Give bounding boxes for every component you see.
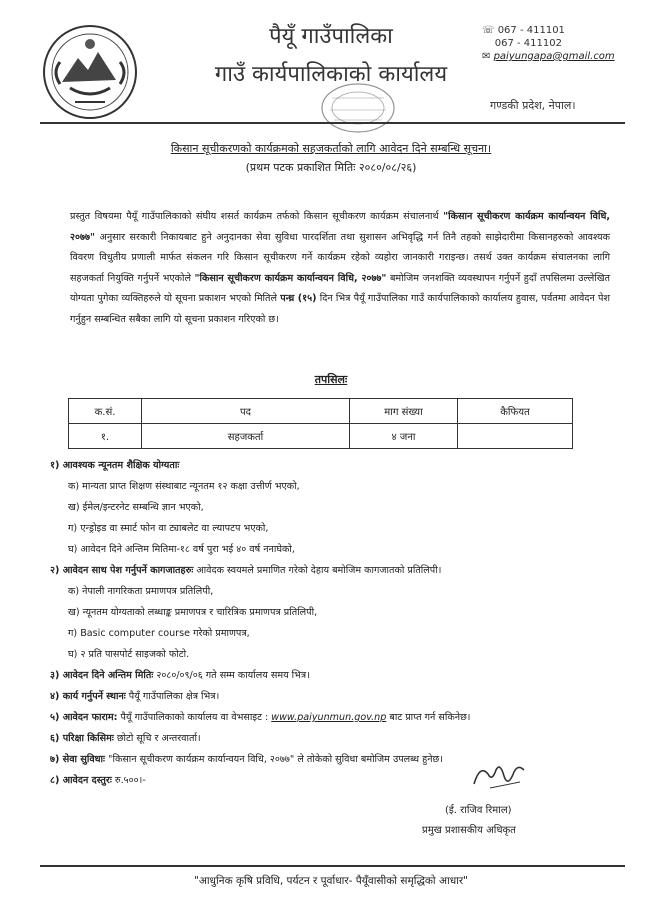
handwritten-signature bbox=[470, 760, 530, 792]
office-address: गण्डकी प्रदेश, नेपाल। bbox=[490, 99, 576, 112]
position-table bbox=[68, 398, 573, 449]
cell-demand: ४ जना bbox=[350, 424, 458, 449]
header-divider bbox=[40, 122, 625, 124]
signer-designation: प्रमुख प्रशासकीय अधिकृत bbox=[422, 825, 516, 836]
signer-name: (ई. राजिव रिमाल) bbox=[445, 805, 512, 816]
office-title-line2: गाउँ कार्यपालिकाको कार्यालय bbox=[214, 62, 448, 87]
office-title-line1: पैयूँ गाउँपालिका bbox=[269, 24, 393, 49]
notice-body: प्रस्तुत विषयमा पैयूँ गाउँपालिकाको संघीय शसर्त कार्यक्रम तर्फको किसान सूचीकरण कार्यक्रम संचालनार्थ "किसान सूचीकरण कार्यक्रम कार्यान्वयन विधि, २०७७" अनुसार सरकारी निकायबाट हुने अनुदानका सेवा सुविधा पारदर्शिता तथा सुशासन अभिवृद्धि गर्न तिनै तहको साझेदारीमा किसानहरुको आवश्यक विवरण विधुतीय प्रणाली मार्फत संकलन गरि किसान सूचीकरण गर्ने कार्यक्रम रहेको व्यहोरा जानकारी गराइन्छ। तसर्थ उक्त कार्यक्रम संचालनका लागि सहजकर्ता नियुक्ति गर्नुपर्ने भएकोले "किसान सूचीकरण कार्यक्रम कार्यान्वयन विधि, २०७७" बमोजिम जनशक्ति व्यवस्थापन गर्नुपर्ने हुदाँ तपसिलमा उल्लेखित योग्यता पुगेका व्यक्तिहरुले यो सूचना प्रकाशन भएको मितिले पन्ध्र (१५) दिन भित्र पैयूँ गाउँपालिका गाउँ कार्यपालिकाको कार्यालय हुवास, पर्वतमा आवेदन पेश गर्नुहुन सम्बन्धित सबैका लागि यो सूचना प्रकाशन गरिएको छ। bbox=[70, 211, 611, 325]
list-item: ८) आवेदन दस्तुरः रु.५००।- bbox=[50, 775, 146, 786]
list-item: ३) आवेदन दिने अन्तिम मितिः २०८०/०९/०६ गते सम्म कार्यालय समय भित्र। bbox=[50, 670, 310, 681]
col-header-post: पद bbox=[142, 399, 350, 424]
list-item: ग) Basic computer course गरेको प्रमाणपत्र, bbox=[68, 628, 250, 639]
contact-block bbox=[482, 24, 615, 63]
list-item: २) आवेदन साथ पेश गर्नुपर्ने कागजातहरुः आवेदक स्वयमले प्रमाणित गरेको देहाय बमोजिम कागजातको प्रतिलिपी। bbox=[50, 565, 442, 576]
notice-title: किसान सूचीकरणको कार्यक्रमको सहजकर्ताको लागि आवेदन दिने सम्बन्धि सूचना। bbox=[170, 142, 492, 155]
email-link[interactable]: paiyungapa@gmail.com bbox=[493, 51, 615, 62]
phone-line-1: ☏ 067 - 411101 bbox=[482, 25, 565, 36]
list-item: ६) परिक्षा किसिमः छोटो सूचि र अन्तरवार्ता। bbox=[50, 733, 201, 744]
details-heading: तपसिलः bbox=[314, 373, 348, 386]
list-item: ४) कार्य गर्नुपर्ने स्थानः पैयूँ गाउँपालिका क्षेत्र भित्र। bbox=[50, 691, 220, 702]
cell-sn: १. bbox=[69, 424, 142, 449]
list-item: क) नेपाली नागरिकता प्रमाणपत्र प्रतिलिपी, bbox=[68, 586, 214, 597]
notice-published-date: (प्रथम पटक प्रकाशित मितिः २०८०/०८/२६) bbox=[245, 161, 417, 174]
list-item: घ) आवेदन दिने अन्तिम मितिमा-१८ वर्ष पुरा भई ४० वर्ष ननाघेको, bbox=[68, 544, 295, 555]
col-header-remarks: कैफियत bbox=[458, 399, 573, 424]
phone-icon: ☏ bbox=[482, 25, 498, 36]
cell-remarks bbox=[458, 424, 573, 449]
footer-divider bbox=[40, 865, 625, 867]
phone-line-2: 067 - 411102 bbox=[494, 38, 562, 49]
table-row bbox=[69, 424, 573, 449]
col-header-demand: माग संख्या bbox=[350, 399, 458, 424]
col-header-sn: क.सं. bbox=[69, 399, 142, 424]
email-line bbox=[482, 50, 615, 63]
list-item: १) आवश्यक न्यूनतम शैक्षिक योग्यताः bbox=[50, 460, 180, 471]
footer-slogan: "आधुनिक कृषि प्रविधि, पर्यटन र पूर्वाधार- पैयूँवासीको समृद्धिको आधार" bbox=[194, 875, 468, 887]
list-item: ख) न्यूनतम योग्यताको लब्धाङ्क प्रमाणपत्र र चारित्रिक प्रमाणपत्र प्रतिलिपी, bbox=[68, 607, 318, 618]
list-item: क) मान्यता प्राप्त शिक्षण संस्थाबाट न्यूनतम १२ कक्षा उत्तीर्ण भएको, bbox=[68, 481, 300, 492]
office-stamp-image bbox=[318, 78, 398, 138]
email-icon: ✉ bbox=[482, 51, 494, 62]
cell-post: सहजकर्ता bbox=[142, 424, 350, 449]
list-item: ५) आवेदन फाराम: पैयूँ गाउँपालिकाको कार्यालय वा वेभसाइट : www.paiyunmun.gov.np बाट प्राप्त गर्न सकिनेछ। bbox=[50, 712, 471, 723]
table-header-row bbox=[69, 399, 573, 424]
list-item: घ) २ प्रति पासपोर्ट साइजको फोटो. bbox=[68, 649, 190, 660]
website-link[interactable]: www.paiyunmun.gov.np bbox=[271, 712, 387, 723]
list-item: ७) सेवा सुविधाः "किसान सूचीकरण कार्यक्रम कार्यान्वयन विधि, २०७७" ले तोकेको सुविधा बमोजिम उपलब्ध हुनेछ। bbox=[50, 754, 443, 765]
list-item: ग) एन्ड्रोइड वा स्मार्ट फोन वा ट्याबलेट वा ल्यापटप भएको, bbox=[68, 523, 269, 534]
list-item: ख) ईमेल/इन्टरनेट सम्बन्धि ज्ञान भएको, bbox=[68, 502, 204, 513]
